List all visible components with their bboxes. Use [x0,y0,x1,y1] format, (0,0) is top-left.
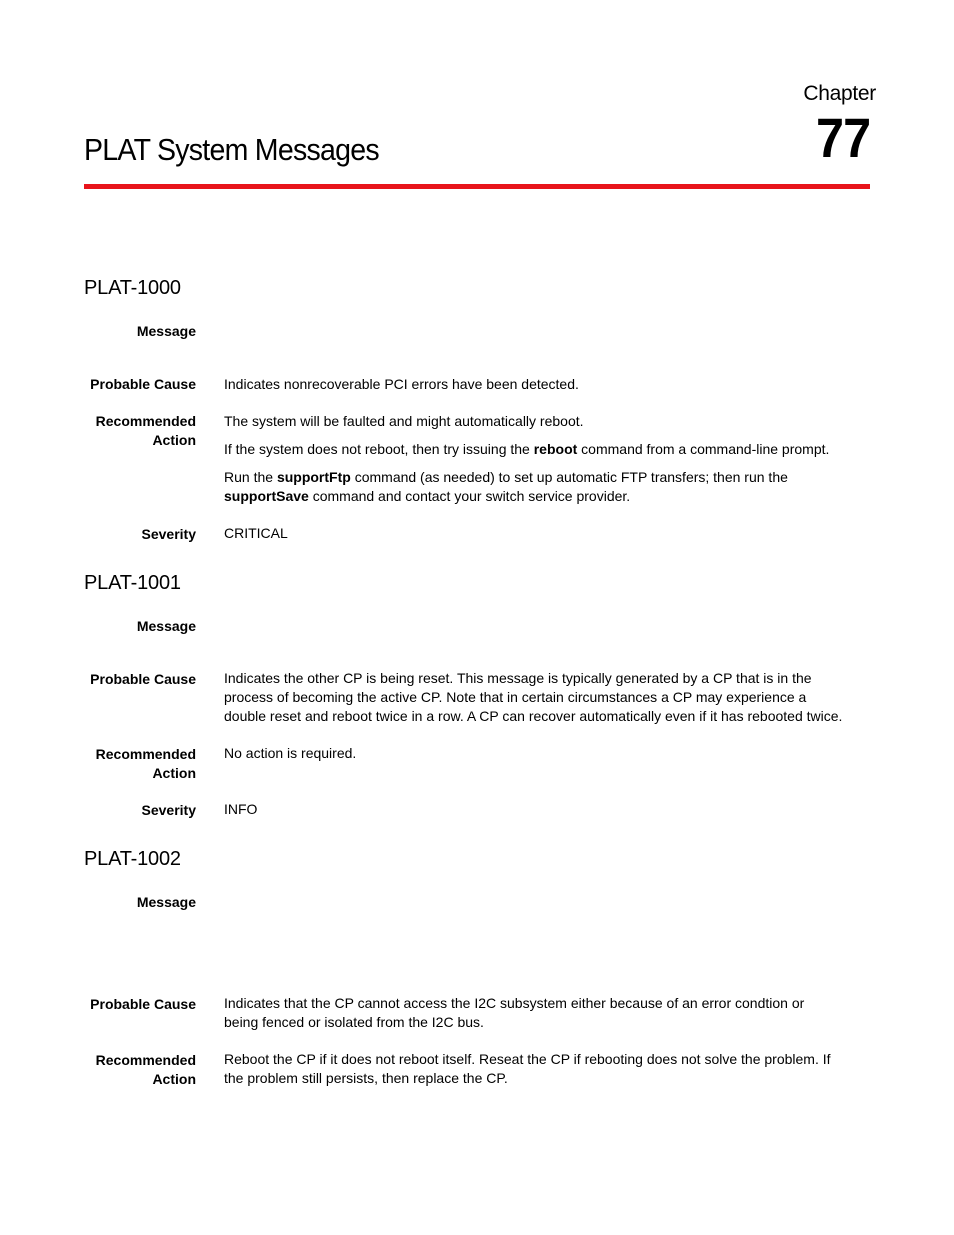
probable-cause-text [224,994,874,1032]
recommended-action-label [46,412,196,450]
chapter-title-rule [84,184,870,189]
probable-cause-label: Probable Cause [90,996,196,1012]
action-text: Run the [224,469,277,485]
action-text: command from a command-line prompt. [577,441,830,457]
severity-label: Severity [141,802,196,818]
command-supportftp: supportFtp [276,469,351,485]
probable-cause-line: being fenced or isolated from the I2C bus. [224,1014,484,1030]
chapter-number: 77 [815,106,870,169]
probable-cause-text: Indicates nonrecoverable PCI errors have been detected. [224,376,579,392]
action-text: command (as needed) to set up automatic FTP transfers; then run the [350,469,788,485]
recommended-label-line1: Recommended [95,1052,196,1068]
action-text: command and contact your switch service provider. [308,488,631,504]
probable-cause-line: Indicates the other CP is being reset. This message is typically generated by a CP that is in the [224,670,812,686]
recommended-label-line1: Recommended [95,746,196,762]
severity-label: Severity [141,526,196,542]
recommended-label-line2: Action [152,765,196,781]
action-paragraph [224,468,874,506]
section-title-plat-1000: PLAT-1000 [84,277,181,299]
action-paragraph [224,440,874,459]
chapter-label: Chapter [803,82,876,105]
recommended-label-line2: Action [152,1071,196,1087]
action-text: If the system does not reboot, then try issuing the [224,441,534,457]
command-reboot: reboot [533,441,578,457]
action-line: the problem still persists, then replace the CP. [224,1070,508,1086]
recommended-action-label [46,1051,196,1089]
probable-cause-line: process of becoming the active CP. Note that in certain circumstances a CP may experience a [224,689,807,705]
message-label: Message [136,323,196,339]
probable-cause-line: Indicates that the CP cannot access the I2C subsystem either because of an error condtion or [224,995,805,1011]
severity-value: CRITICAL [224,525,288,541]
command-supportsave: supportSave [224,488,309,504]
section-title-plat-1001: PLAT-1001 [84,572,181,594]
probable-cause-line: double reset and reboot twice in a row. A CP can recover automatically even if it has rebooted twice. [224,708,843,724]
message-label: Message [136,618,196,634]
recommended-action-text [224,412,874,506]
probable-cause-text [224,669,874,726]
recommended-label-line2: Action [152,432,196,448]
severity-value: INFO [224,801,258,817]
action-paragraph: The system will be faulted and might automatically reboot. [224,413,584,429]
recommended-action-text: No action is required. [224,745,357,761]
chapter-title: PLAT System Messages [84,132,379,167]
recommended-label-line1: Recommended [95,413,196,429]
message-label: Message [136,894,196,910]
action-line: Reboot the CP if it does not reboot itself. Reseat the CP if rebooting does not solve the problem. If [224,1051,831,1067]
probable-cause-label: Probable Cause [90,376,196,392]
section-title-plat-1002: PLAT-1002 [84,848,181,870]
recommended-action-label [46,745,196,783]
recommended-action-text [224,1050,874,1088]
probable-cause-label: Probable Cause [90,671,196,687]
